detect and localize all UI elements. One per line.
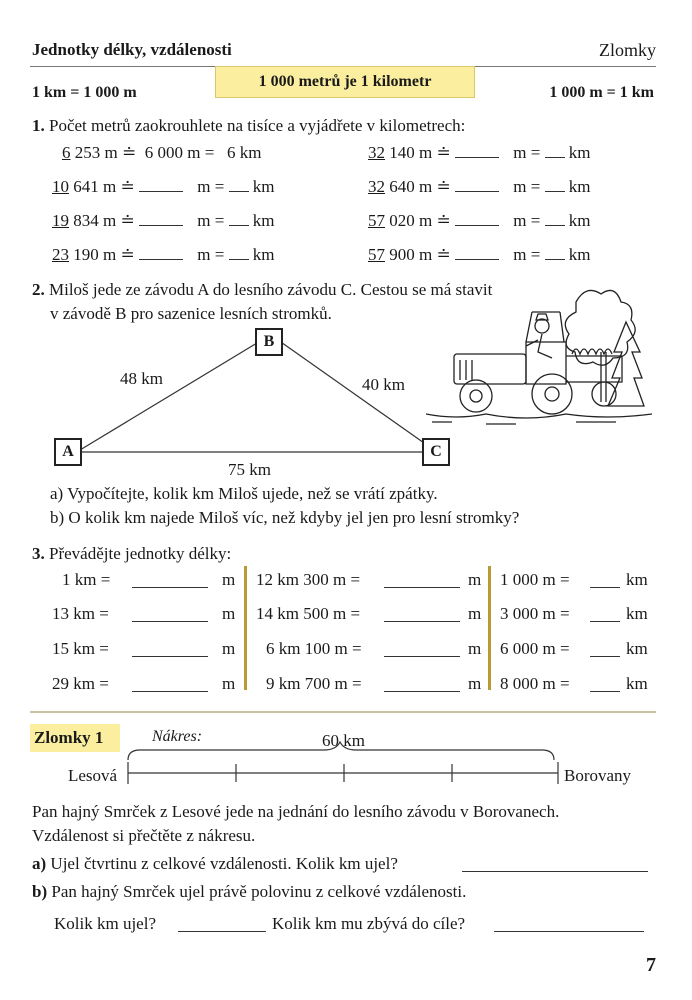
task1-row-tail: m = — [513, 177, 541, 196]
unit-label: km — [626, 639, 648, 658]
task1-number: 1. — [32, 116, 45, 135]
conv-label: 29 km = — [52, 674, 109, 693]
task1-text: Počet metrů zaokrouhlete na tisíce a vyjádřete v kilometrech: — [49, 116, 466, 135]
unit-label: m — [468, 604, 482, 623]
task1-row-tail: m = — [513, 211, 541, 230]
task1-row-unit: km — [252, 177, 275, 196]
unit-label: km — [626, 674, 648, 693]
task1-row-text: 834 m ≐ — [69, 211, 135, 230]
task3-text: Převádějte jednotky délky: — [49, 544, 232, 563]
task1-row-unit: km — [568, 211, 591, 230]
task1-row-digit: 19 — [52, 211, 69, 230]
task2-question-b: b) O kolik km najede Miloš víc, než kdyby jel jen pro lesní stromky? — [50, 508, 520, 527]
unit-label: m — [468, 570, 482, 589]
distance-ac: 75 km — [228, 460, 271, 479]
fractions-badge: Zlomky 1 — [30, 724, 120, 752]
task1-row-text: 020 m ≐ — [385, 211, 451, 230]
answer-blank[interactable] — [462, 857, 648, 872]
task2-text-line1: Miloš jede ze závodu A do lesního závodu C. Cestou se má stavit — [49, 280, 493, 299]
conv-label: 6 km 100 m = — [266, 639, 362, 658]
unit-label: m — [222, 604, 236, 623]
rule-highlight-box: 1 000 metrů je 1 kilometr — [215, 66, 475, 98]
task1-row-digit: 6 — [62, 143, 71, 162]
sketch-label: Nákres: — [152, 728, 203, 745]
fractions-paragraph-1: Pan hajný Smrček z Lesové jede na jednání do lesního závodu v Borovanech. — [32, 802, 560, 821]
question-text: Ujel čtvrtinu z celkové vzdálenosti. Kolik km ujel? — [50, 854, 398, 873]
task1-row-digit: 10 — [52, 177, 69, 196]
start-town: Lesová — [68, 766, 118, 785]
conv-label: 3 000 m = — [500, 604, 570, 623]
total-distance: 60 km — [322, 731, 365, 750]
end-town: Borovany — [564, 766, 632, 785]
conv-label: 1 km = — [62, 570, 111, 589]
unit-label: km — [626, 604, 648, 623]
conv-label: 1 000 m = — [500, 570, 570, 589]
page-number: 7 — [646, 954, 656, 976]
unit-label: m — [222, 639, 236, 658]
task1-row-tail: m = — [513, 143, 541, 162]
task1-row-unit: km — [252, 245, 275, 264]
task2-text-line2: v závodě B pro sazenice lesních stromků. — [50, 304, 332, 323]
unit-label: m — [468, 674, 482, 693]
fractions-question-a — [32, 854, 398, 874]
task1-row-digit: 57 — [368, 211, 385, 230]
rule-right: 1 000 m = 1 km — [549, 84, 654, 101]
question-label: b) — [32, 882, 48, 901]
question-text: Pan hajný Smrček ujel právě polovinu z celkové vzdálenosti. — [51, 882, 467, 901]
task1-row-digit: 57 — [368, 245, 385, 264]
section-title: Jednotky délky, vzdálenosti — [32, 40, 232, 59]
task2-number: 2. — [32, 280, 45, 299]
fractions-question-b-part2: Kolik km mu zbývá do cíle? — [272, 914, 466, 933]
unit-label: m — [222, 674, 236, 693]
question-label: a) — [32, 854, 47, 873]
task1-row-digit: 23 — [52, 245, 69, 264]
task3-number: 3. — [32, 544, 45, 563]
distance-bc: 40 km — [362, 375, 405, 394]
conv-label: 15 km = — [52, 639, 109, 658]
unit-label: m — [468, 639, 482, 658]
conv-label: 8 000 m = — [500, 674, 570, 693]
conv-label: 6 000 m = — [500, 639, 570, 658]
fractions-paragraph-2: Vzdálenost si přečtěte z nákresu. — [32, 826, 256, 845]
conv-label: 9 km 700 m = — [266, 674, 362, 693]
unit-label: m — [222, 570, 236, 589]
fractions-question-b-part1: Kolik km ujel? — [54, 914, 156, 933]
unit-label: km — [626, 570, 648, 589]
task1-row-text: 641 m ≐ — [69, 177, 135, 196]
rule-left: 1 km = 1 000 m — [32, 84, 137, 101]
task1-row-unit: km — [252, 211, 275, 230]
distance-ab: 48 km — [120, 369, 163, 388]
point-a-label: A — [54, 438, 82, 466]
task1-row-text: 140 m ≐ — [385, 143, 451, 162]
task1-row-tail: m = — [513, 245, 541, 264]
conv-label: 13 km = — [52, 604, 109, 623]
fractions-question-b — [32, 882, 466, 902]
task1-row-unit: km — [568, 245, 591, 264]
conv-label: 12 km 300 m = — [256, 570, 361, 589]
conv-label: 14 km 500 m = — [256, 604, 361, 623]
task1-row-text: 640 m ≐ — [385, 177, 451, 196]
scale-brace — [128, 742, 554, 760]
task1-row-text: 253 m ≐ 6 000 m = 6 km — [70, 143, 262, 162]
task1-row-tail: m = — [197, 177, 225, 196]
task2-question-a: a) Vypočítejte, kolik km Miloš ujede, než se vrátí zpátky. — [50, 484, 438, 503]
task1-row-text: 900 m ≐ — [385, 245, 451, 264]
answer-blank[interactable] — [178, 917, 266, 932]
chapter-topic: Zlomky — [599, 40, 656, 60]
task1-row-tail: m = — [197, 211, 225, 230]
answer-blank[interactable] — [494, 917, 644, 932]
task1-row-digit: 32 — [368, 177, 385, 196]
point-b-label: B — [255, 328, 283, 356]
task1-row-unit: km — [568, 177, 591, 196]
task1-row-tail: m = — [197, 245, 225, 264]
task1-row-unit: km — [568, 143, 591, 162]
task1-row-digit: 32 — [368, 143, 385, 162]
point-c-label: C — [422, 438, 450, 466]
task1-row-text: 190 m ≐ — [69, 245, 135, 264]
